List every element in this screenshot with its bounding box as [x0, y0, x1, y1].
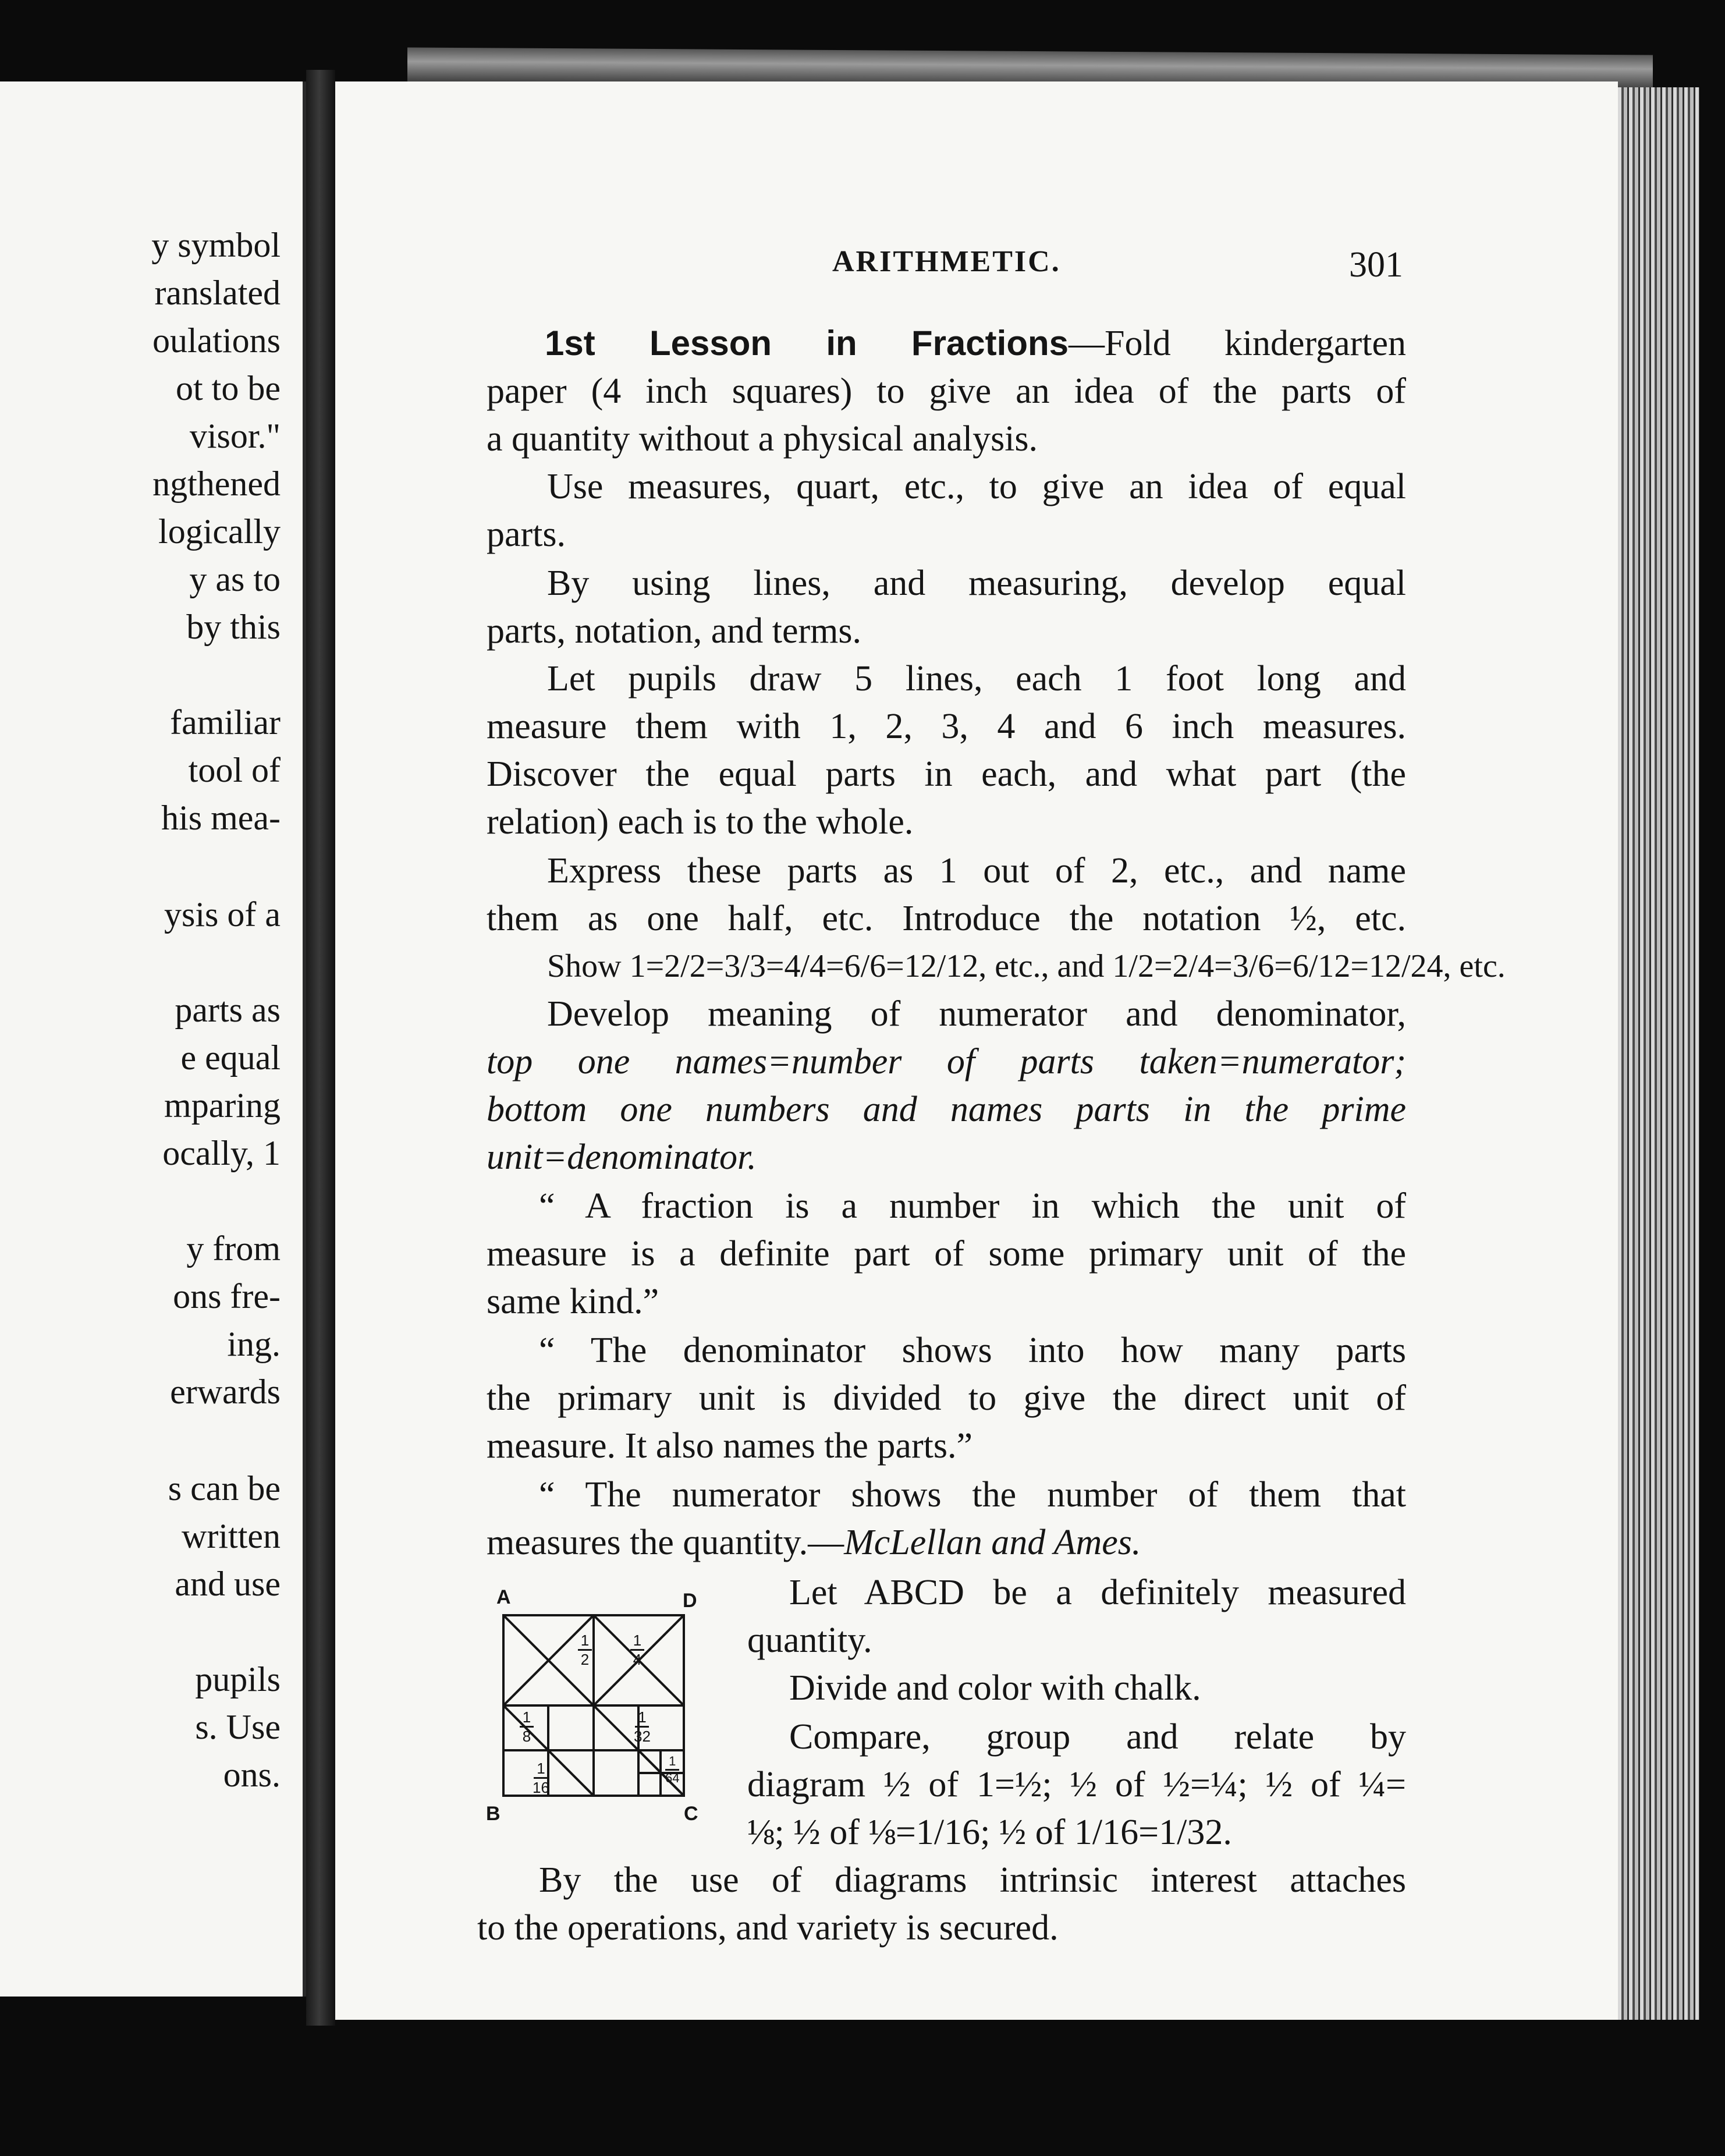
text-line: ⅛; ½ of ⅛=1/16; ½ of 1/16=1/32.: [747, 1813, 1232, 1852]
left-page-fragment: familiar: [170, 703, 281, 742]
fraction-label: 1 64: [665, 1754, 680, 1785]
left-page-fragment: ocally, 1: [162, 1134, 281, 1172]
left-page-fragment: ing.: [227, 1325, 281, 1363]
left-page-fragment: ot to be: [176, 369, 281, 407]
left-page-fragment: oulations: [152, 321, 281, 360]
text-line: diagram ½ of 1=½; ½ of ½=¼; ½ of ¼=: [747, 1765, 1406, 1804]
page-edge-stack: [1618, 87, 1699, 2020]
left-page-fragment: his mea-: [161, 799, 281, 837]
left-page-fragment: ysis of a: [164, 895, 281, 934]
text-line: measure. It also names the parts.”: [487, 1426, 972, 1466]
text-line: same kind.”: [487, 1282, 659, 1321]
text-line: measure is a definite part of some primary unit of the: [487, 1234, 1406, 1274]
diagram-lines: [486, 1586, 701, 1831]
left-page-fragment: tool of: [188, 751, 281, 789]
fraction-label: 1 32: [634, 1708, 651, 1745]
fraction-label: 1 4: [630, 1633, 644, 1667]
fraction-label: 1 8: [520, 1710, 534, 1744]
text-span: —Fold kindergarten: [1069, 324, 1406, 363]
book-gutter: [306, 70, 335, 2026]
left-page-fragment: written: [182, 1517, 281, 1555]
left-page-fragment: mparing: [164, 1086, 281, 1125]
text-line: “ A fraction is a number in which the unit of: [539, 1186, 1406, 1226]
left-page-fragment: ons.: [223, 1756, 281, 1794]
running-head: ARITHMETIC.: [832, 245, 1061, 278]
text-line: Use measures, quart, etc., to give an idea of equal: [547, 467, 1406, 506]
text-line: top one names=number of parts taken=numerator;: [487, 1042, 1406, 1081]
text-line: [487, 1519, 1406, 1566]
fraction-label: 1 2: [578, 1633, 592, 1667]
left-page-fragment: erwards: [170, 1373, 281, 1411]
text-line: Let pupils draw 5 lines, each 1 foot long and: [547, 659, 1406, 698]
text-line: “ The denominator shows into how many parts: [539, 1331, 1406, 1370]
text-line: Develop meaning of numerator and denominator,: [547, 994, 1406, 1034]
text-line: them as one half, etc. Introduce the notation ½, etc.: [487, 899, 1406, 938]
corner-label-b: B: [486, 1803, 501, 1825]
lesson-heading: 1st Lesson in Fractions: [545, 324, 1069, 363]
text-line: Compare, group and relate by: [789, 1717, 1406, 1757]
text-line: measure them with 1, 2, 3, 4 and 6 inch measures.: [487, 707, 1406, 746]
text-line: Express these parts as 1 out of 2, etc., and name: [547, 851, 1406, 891]
text-line: paper (4 inch squares) to give an idea of the parts of: [487, 371, 1406, 411]
text-line: “ The numerator shows the number of them that: [539, 1475, 1406, 1515]
text-line: Discover the equal parts in each, and what part (the: [487, 754, 1406, 794]
text-line: to the operations, and variety is secured.: [477, 1908, 1059, 1948]
left-page-fragment: ons fre-: [173, 1277, 281, 1315]
page-number: 301: [1349, 245, 1403, 285]
text-line: Let ABCD be a definitely measured: [789, 1573, 1406, 1612]
equation-line: Show 1=2/2=3/3=4/4=6/6=12/12, etc., and 1/2=2/4=3/6=6/12=12/24, etc.: [547, 948, 1506, 984]
corner-label-a: A: [496, 1586, 511, 1608]
left-page-fragment: logically: [158, 512, 281, 551]
corner-label-d: D: [683, 1590, 697, 1612]
text-line: quantity.: [747, 1620, 872, 1660]
fraction-diagram: [486, 1586, 701, 1831]
left-page-fragment: ranslated: [154, 274, 281, 312]
corner-label-c: C: [684, 1803, 698, 1825]
text-span: measures the quantity.—: [487, 1523, 844, 1562]
left-page-fragment: s can be: [168, 1469, 281, 1508]
text-line: unit=denominator.: [487, 1137, 757, 1177]
fraction-label: 1 16: [533, 1760, 549, 1796]
left-page-fragment: y as to: [189, 560, 281, 598]
text-line: bottom one numbers and names parts in the prime: [487, 1090, 1406, 1129]
text-line: a quantity without a physical analysis.: [487, 419, 1038, 459]
text-line: parts, notation, and terms.: [487, 611, 861, 651]
text-line: parts.: [487, 515, 566, 554]
left-page-fragment: parts as: [175, 991, 281, 1029]
left-page-fragment: s. Use: [195, 1708, 281, 1746]
left-page-fragment: and use: [175, 1565, 281, 1603]
text-line: relation) each is to the whole.: [487, 802, 914, 842]
text-line: [487, 320, 1406, 367]
citation: McLellan and Ames.: [844, 1523, 1141, 1562]
left-page-fragment: pupils: [195, 1660, 281, 1698]
text-line: By the use of diagrams intrinsic interest attaches: [539, 1860, 1406, 1900]
left-page-fragment: y symbol: [151, 226, 281, 264]
left-page: [0, 81, 306, 1997]
text-line: By using lines, and measuring, develop equal: [547, 563, 1406, 603]
left-page-fragment: e equal: [180, 1038, 281, 1077]
left-page-fragment: y from: [186, 1229, 281, 1268]
text-line: Divide and color with chalk.: [789, 1668, 1201, 1708]
text-line: the primary unit is divided to give the direct unit of: [487, 1378, 1406, 1418]
left-page-fragment: visor.": [189, 417, 281, 455]
left-page-fragment: ngthened: [152, 464, 281, 503]
left-page-fragment: by this: [186, 608, 281, 646]
